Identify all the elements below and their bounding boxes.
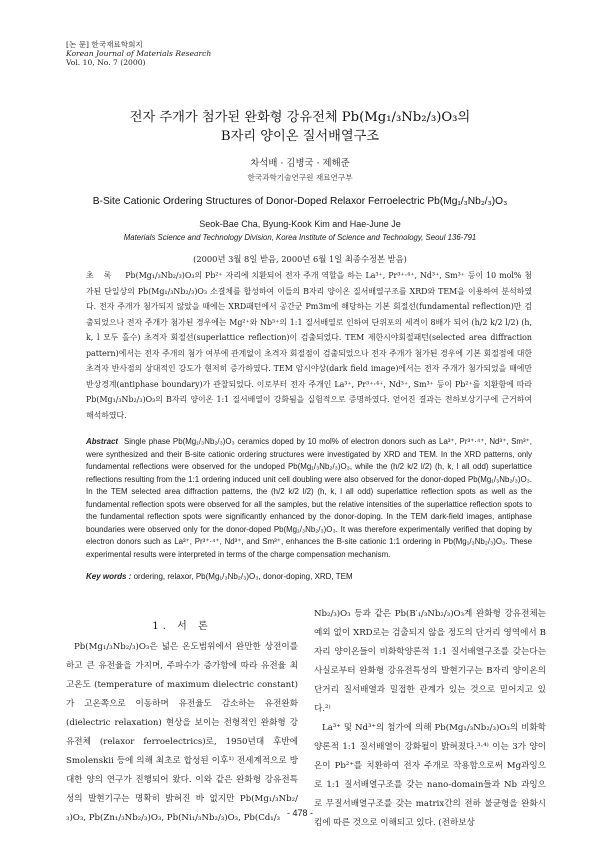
abstract-korean-label: 초록: [86, 271, 122, 280]
abstract-english: [86, 436, 532, 561]
abstract-korean: [86, 268, 532, 423]
affiliation-korean: 한국과학기술연구원 재료연구부: [247, 173, 353, 182]
abstract-english-text: Single phase Pb(Mg₁/₃Nb₂/₃)O₃ ceramics doped by 10 mol% of electron donors such as La³⁺, Pr³⁺·⁴⁺, Nd³⁺, Sm³⁺, were synthesized and their B-site cationic ordering structures were investigated by XRD and TEM. In the XRD patterns, only fundamental reflections were observed for the undoped Pb(Mg₁/₃Nb₂/₃)O₃, while the (h/2 k/2 l/2) (h, k, l all odd) superlattice reflections resulting from the 1:1 ordering induced unit cell doubling were also observed for the donor-doped Pb(Mg₁/₃Nb₂/₃)O₃. In the TEM selected area diffraction patterns, the (h/2 k/2 l/2) (h, k, l all odd) superlattice reflection spots as well as the fundamental reflection spots were observed for all the samples, but the relative intensities of the superlattice reflection spots to the fundamental reflection spots were significantly enhanced by the donor-doping. In the TEM dark-field images, antiphase boundaries were observed only for the donor-doped Pb(Mg₁/₃Nb₂/₃)O₃. It was therefore experimentally verified that doping by electron donors such as La³⁺, Pr³⁺·⁴⁺, Nd³⁺, and Sm³⁺, enhances the B-site cationic 1:1 ordering in Pb(Mg₁/₃Nb₂/₃)O₃. These experimental results were interpreted in terms of the charge compensation mechanism.: [86, 437, 532, 559]
section-heading-introduction: 1. 서 론: [152, 621, 212, 632]
journal-name-en: Korean Journal of Materials Research: [66, 49, 212, 58]
keywords: [86, 572, 532, 581]
title-korean-line1: 전자 주개가 첨가된 완화형 강유전체 Pb(Mg₁/₃Nb₂/₃)O₃의: [129, 110, 471, 125]
body-paragraph: Nb₂/₃)O₃ 등과 같은 Pb(B′₁/₃Nb₂/₃)O₃계 완화형 강유전체는 예외 없이 XRD로는 검출되지 않을 정도의 단거리 영역에서 B자리 양이온들이 비화학양론적 1:1 질서배열구조를 갖는다는 사실로부터 완화형 강유전특성의 발현기구는 B자리 양이온의 단거리 질서배열과 밀접한 관계가 있는 것으로 믿어지고 있다.²⁾: [314, 609, 546, 714]
body-paragraph: La³⁺ 및 Nd³⁺의 첨가에 의해 Pb(Mg₁/₃Nb₂/₃)O₃의 비화학양론적 1:1 질서배열이 강화될이 밝혀졌다.³·⁴⁾ 이는 3가 양이온이 Pb²⁺를 치환하여 전자 주개로 작용함으로써 Mg과잉으로 1:1 질서배열구조를 갖는 nano-domain들과 Nb 과잉으로 무질서배열구조를 갖는 matrix간의 전하 불균형을 완화시킴에 따른 것으로 이해되고 있다. (전하보상: [314, 723, 546, 828]
page-number: - 478 -: [286, 808, 313, 818]
keywords-text: ordering, relaxor, Pb(Mg₁/₃Nb₂/₃)O₃, donor-doping, XRD, TEM: [133, 572, 353, 581]
body-column-left: Pb(Mg₁/₃Nb₂/₃)O₃은 넓은 온도범위에서 완만한 상전이를 하고 큰 유전율을 가지며, 주파수가 증가함에 따라 유전율 최고온도 (temperature of maximum dielectric constant)가 고온쪽으로 이동하며 유전율도 감소하는 유전완화 (dielectric relaxation) 현상을 보이는 전형적인 완화형 강유전체 (relaxor ferroelectrics)로, 1950년대 후반에 Smolenskii 등에 의해 최초로 합성된 이후¹⁾ 전세계적으로 방대한 양의 연구가 진행되어 왔다. 이와 같은 완화형 강유전특성의 발현기구는 명확히 밝혀진 바 없지만 Pb(Mg₁/₃Nb₂/₃)O₃, Pb(Zn₁/₃Nb₂/₃)O₃, Pb(Ni₁/₃Nb₂/₃)O₃, Pb(Cd₁/₃: [66, 642, 298, 823]
abstract-korean-text: Pb(Mg₁/₃Nb₂/₃)O₃의 Pb²⁺ 자리에 치환되어 전자 주개 역할을 하는 La³⁺, Pr³⁺·⁴⁺, Nd³⁺, Sm³⁺ 등이 10 mol% 첨가된 단일상의 Pb(Mg₁/₃Nb₂/₃)O₃ 소결체를 합성하여 이들의 B자리 양이온 질서배열구조를 XRD와 TEM을 이용하여 분석하였다. 전자 주개가 첨가되지 않았을 때에는 XRD패턴에서 공간군 Pm3m에 해당하는 기본 회절선(fundamental reflection)만 검출되었으나 전자 주개가 첨가된 경우에는 Mg²⁺와 Nb⁵⁺의 1:1 질서배열로 인하여 단위포의 세격이 8배가 되어 (h/2 k/2 l/2) (h, k, l 모두 홀수) 초격자 회절선(superlattice reflection)이 검출되었다. TEM 제한시야회절패턴(selected area diffraction pattern)에서는 전자 주개의 첨가 여부에 관계없이 초격자 회절점이 검출되었으나 전자 주개가 첨가된 경우에 기본 회절점에 대한 초격자 반사점의 상대적인 강도가 현저히 증가하였다. TEM 암시야상(dark field image)에서는 전자 주개가 첨가되었을 때에만 반상경계(antiphase boundary)가 관찰되었다. 이로부터 전자 주개인 La³⁺, Pr³⁺·⁴⁺, Nd³⁺, Sm³⁺ 등이 Pb²⁺를 치환함에 따라 Pb(Mg₁/₃Nb₂/₃)O₃의 B자리 양이온 1:1 질서배열이 강화됨을 실험적으로 증명하였다. 얻어진 결과는 전하보상기구에 근거하여 해석하였다.: [86, 271, 532, 420]
affiliation-english: Materials Science and Technology Division, Korea Institute of Science and Technology, Seoul 136-791: [123, 233, 477, 242]
title-korean: [40, 108, 560, 146]
journal-header: [66, 40, 211, 67]
title-korean-line2: B자리 양이온 질서배열구조: [220, 129, 380, 144]
authors-english: Seok-Bae Cha, Byung-Kook Kim and Hae-June Je: [199, 219, 401, 229]
title-english: B-Site Cationic Ordering Structures of Donor-Doped Relaxor Ferroelectric Pb(Mg₁/₃Nb₂/₃)O₃: [92, 196, 508, 207]
authors-korean: 차석배 · 김병국 · 제해준: [250, 158, 350, 169]
keywords-label: Key words :: [86, 572, 132, 581]
body-column-right: [314, 605, 546, 833]
received-dates: (2000년 3월 8일 받음, 2000년 6월 1일 최종수정본 받음): [193, 254, 407, 264]
journal-volume: Vol. 10, No. 7 (2000): [66, 58, 146, 67]
abstract-english-label: Abstract: [86, 437, 119, 446]
journal-name-ko: [논 문] 한국재료학회지: [66, 40, 143, 49]
